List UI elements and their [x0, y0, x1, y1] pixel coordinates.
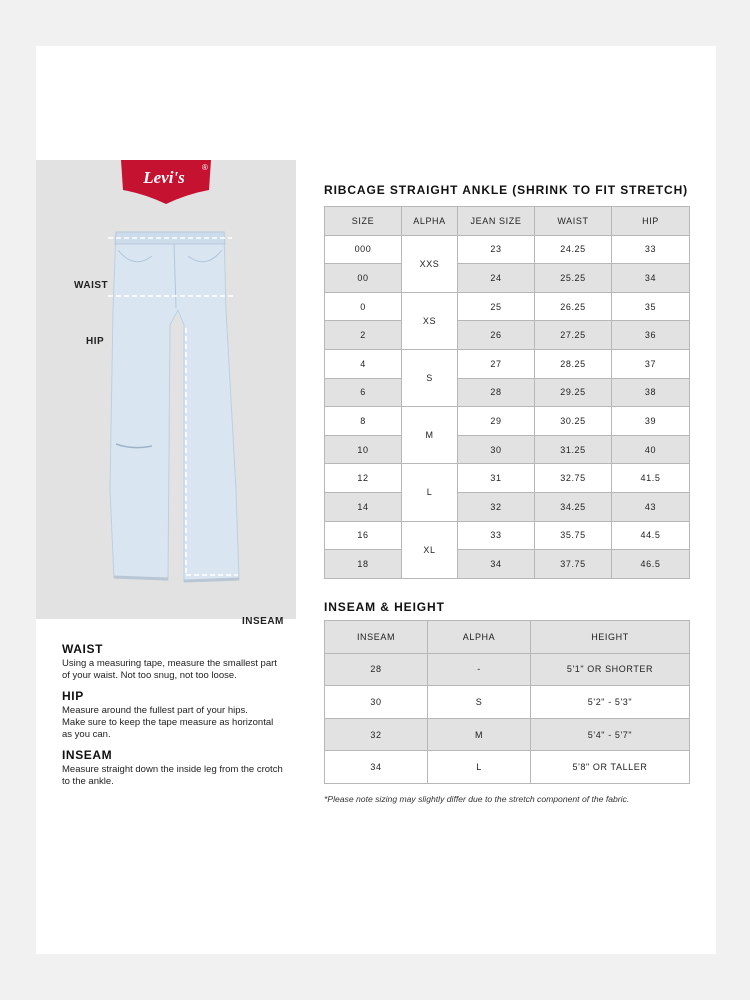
table-row	[325, 492, 690, 521]
hip-cell: 33	[612, 235, 690, 264]
size-cell: 8	[325, 407, 402, 436]
size-cell: 000	[325, 235, 402, 264]
header-jean-size: JEAN SIZE	[458, 207, 535, 236]
table-row	[325, 264, 690, 293]
size-cell: 00	[325, 264, 402, 293]
hip-cell: 40	[612, 435, 690, 464]
waist-cell: 31.25	[535, 435, 612, 464]
table-row	[325, 349, 690, 378]
inseam-line-2: to the ankle.	[62, 776, 114, 787]
waist-cell: 28.25	[535, 349, 612, 378]
waist-cell: 24.25	[535, 235, 612, 264]
header-waist: WAIST	[535, 207, 612, 236]
jeans-image-panel	[36, 160, 296, 627]
inseam-heading: INSEAM	[62, 748, 113, 762]
jean-size-cell: 26	[458, 321, 535, 350]
sizing-footnote: *Please note sizing may slightly differ due to the stretch component of the fabric.	[324, 794, 630, 804]
hip-line-1: Measure around the fullest part of your hips.	[62, 705, 248, 716]
jean-size-cell: 27	[458, 349, 535, 378]
waist-cell: 26.25	[535, 292, 612, 321]
height-table-header-row	[325, 621, 690, 654]
jean-size-cell: 24	[458, 264, 535, 293]
table-row	[325, 521, 690, 550]
waist-cell: 27.25	[535, 321, 612, 350]
waist-heading: WAIST	[62, 642, 103, 656]
waist-instructions	[62, 642, 312, 682]
table-row	[325, 435, 690, 464]
size-cell: 12	[325, 464, 402, 493]
alpha-cell: M	[428, 718, 531, 751]
table-row	[325, 378, 690, 407]
alpha-cell: XL	[402, 521, 458, 578]
waist-cell: 34.25	[535, 492, 612, 521]
height-chart-table	[324, 620, 690, 784]
table-row	[325, 235, 690, 264]
header-alpha: ALPHA	[428, 621, 531, 654]
height-cell: 5'4" - 5'7"	[531, 718, 690, 751]
waist-cell: 37.75	[535, 550, 612, 579]
alpha-cell: L	[428, 751, 531, 784]
size-cell: 18	[325, 550, 402, 579]
figure-label-hip: HIP	[86, 336, 105, 347]
height-cell: 5'8" OR TALLER	[531, 751, 690, 784]
jean-size-cell: 31	[458, 464, 535, 493]
inseam-cell: 34	[325, 751, 428, 784]
waist-cell: 32.75	[535, 464, 612, 493]
table-row	[325, 464, 690, 493]
hip-cell: 43	[612, 492, 690, 521]
inseam-line-1: Measure straight down the inside leg from the crotch	[62, 764, 283, 775]
header-height: HEIGHT	[531, 621, 690, 654]
table-row	[325, 653, 690, 686]
size-chart-title: RIBCAGE STRAIGHT ANKLE (SHRINK TO FIT STRETCH)	[324, 183, 689, 197]
alpha-cell: XS	[402, 292, 458, 349]
hip-cell: 35	[612, 292, 690, 321]
jeans-illustration	[36, 160, 296, 619]
waist-cell: 35.75	[535, 521, 612, 550]
size-cell: 2	[325, 321, 402, 350]
alpha-cell: -	[428, 653, 531, 686]
table-row	[325, 321, 690, 350]
hip-heading: HIP	[62, 689, 84, 703]
table-row	[325, 407, 690, 436]
hip-cell: 44.5	[612, 521, 690, 550]
alpha-cell: M	[402, 407, 458, 464]
logo-text: Levi's	[143, 168, 185, 187]
size-cell: 16	[325, 521, 402, 550]
waist-line-2: of your waist. Not too snug, not too loose.	[62, 670, 237, 681]
size-cell: 14	[325, 492, 402, 521]
hip-cell: 39	[612, 407, 690, 436]
jean-size-cell: 29	[458, 407, 535, 436]
jean-size-cell: 33	[458, 521, 535, 550]
jean-size-cell: 34	[458, 550, 535, 579]
size-chart-table	[324, 206, 690, 579]
size-cell: 6	[325, 378, 402, 407]
table-row	[325, 718, 690, 751]
hip-cell: 38	[612, 378, 690, 407]
hip-line-2: Make sure to keep the tape measure as horizontal	[62, 717, 274, 728]
alpha-cell: S	[428, 686, 531, 719]
hip-cell: 46.5	[612, 550, 690, 579]
levis-logo-icon	[121, 160, 211, 206]
hip-cell: 37	[612, 349, 690, 378]
size-cell: 4	[325, 349, 402, 378]
jean-size-cell: 25	[458, 292, 535, 321]
figure-label-inseam: INSEAM	[242, 616, 284, 627]
hip-cell: 41.5	[612, 464, 690, 493]
size-table-header-row	[325, 207, 690, 236]
inseam-cell: 30	[325, 686, 428, 719]
jeans-shape	[110, 232, 239, 582]
table-row	[325, 751, 690, 784]
jean-size-cell: 28	[458, 378, 535, 407]
alpha-cell: XXS	[402, 235, 458, 292]
header-hip: HIP	[612, 207, 690, 236]
jean-size-cell: 32	[458, 492, 535, 521]
waist-cell: 29.25	[535, 378, 612, 407]
header-inseam: INSEAM	[325, 621, 428, 654]
hip-cell: 34	[612, 264, 690, 293]
inseam-cell: 32	[325, 718, 428, 751]
height-cell: 5'1" OR SHORTER	[531, 653, 690, 686]
inseam-cell: 28	[325, 653, 428, 686]
hip-line-3: as you can.	[62, 729, 111, 740]
waist-cell: 25.25	[535, 264, 612, 293]
waist-line-1: Using a measuring tape, measure the smallest part	[62, 658, 277, 669]
table-row	[325, 686, 690, 719]
size-guide-card	[36, 46, 716, 954]
table-row	[325, 292, 690, 321]
size-cell: 10	[325, 435, 402, 464]
height-chart-title: INSEAM & HEIGHT	[324, 600, 445, 614]
figure-label-waist: WAIST	[74, 280, 109, 291]
header-size: SIZE	[325, 207, 402, 236]
alpha-cell: S	[402, 349, 458, 406]
height-cell: 5'2" - 5'3"	[531, 686, 690, 719]
logo-registered-mark: ®	[202, 163, 208, 172]
jean-size-cell: 23	[458, 235, 535, 264]
hip-instructions	[62, 689, 312, 741]
hip-cell: 36	[612, 321, 690, 350]
table-row	[325, 550, 690, 579]
alpha-cell: L	[402, 464, 458, 521]
jean-size-cell: 30	[458, 435, 535, 464]
inseam-instructions	[62, 748, 312, 788]
waist-cell: 30.25	[535, 407, 612, 436]
size-cell: 0	[325, 292, 402, 321]
header-alpha: ALPHA	[402, 207, 458, 236]
